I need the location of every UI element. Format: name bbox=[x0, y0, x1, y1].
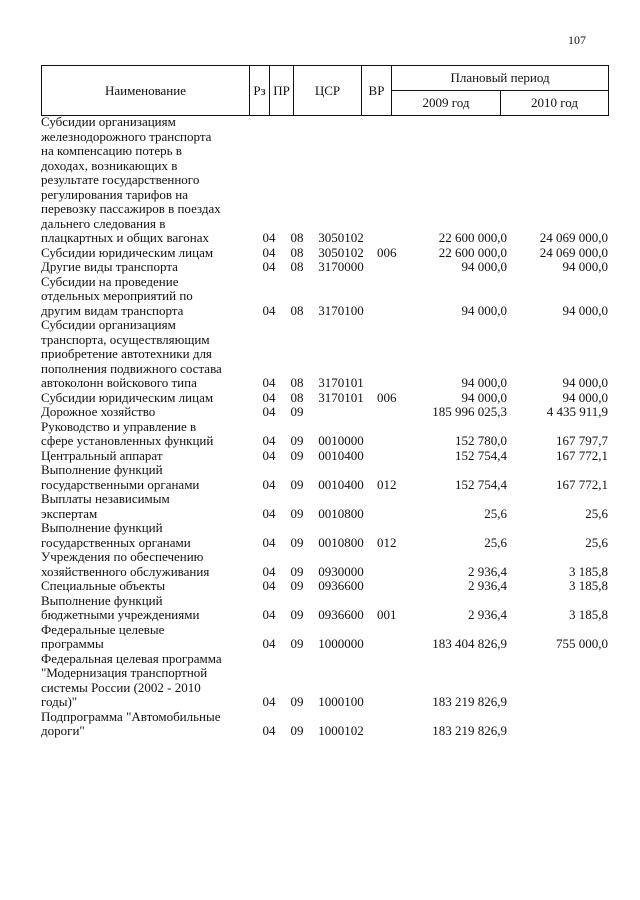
table-row bbox=[41, 550, 608, 579]
header-csr: ЦСР bbox=[294, 66, 362, 116]
row-name-line: Федеральная целевая программа bbox=[41, 650, 222, 666]
row-name-line: Выполнение функций bbox=[41, 462, 163, 477]
row-csr: 1000000 bbox=[318, 636, 364, 651]
header-pr: ПР bbox=[270, 66, 294, 116]
row-name bbox=[41, 318, 249, 391]
row-value-2009: 152 754,4 bbox=[455, 447, 507, 463]
row-name bbox=[41, 492, 249, 521]
row-value-2010: 3 185,8 bbox=[569, 578, 608, 593]
row-name-line: Субсидии юридическим лицам bbox=[41, 389, 214, 405]
row-name bbox=[41, 420, 249, 449]
row-value-2010: 167 797,7 bbox=[556, 433, 608, 448]
row-value-2009: 22 600 000,0 bbox=[438, 230, 507, 245]
row-name-line: результате государственного bbox=[41, 172, 200, 187]
row-name-line: Федеральные целевые bbox=[41, 621, 165, 637]
row-value-2010: 25,6 bbox=[585, 534, 608, 550]
row-name-line: на компенсацию потерь в bbox=[41, 143, 182, 158]
row-rz: 04 bbox=[262, 534, 276, 550]
row-vr: 012 bbox=[377, 476, 397, 492]
row-pr: 09 bbox=[290, 694, 304, 709]
row-value-2010: 167 772,1 bbox=[556, 476, 608, 492]
row-value-2010: 94 000,0 bbox=[562, 375, 608, 390]
row-pr: 09 bbox=[290, 433, 304, 448]
row-value-2010: 24 069 000,0 bbox=[539, 244, 608, 260]
row-pr: 09 bbox=[290, 476, 304, 492]
row-csr: 0936600 bbox=[318, 607, 364, 622]
row-vr: 006 bbox=[377, 389, 397, 405]
row-name-line: государственных органами bbox=[41, 534, 191, 550]
table-row bbox=[41, 391, 608, 406]
row-value-2009: 183 219 826,9 bbox=[432, 723, 507, 738]
row-name bbox=[41, 260, 249, 275]
row-name-line: перевозку пассажиров в поездах bbox=[41, 201, 221, 216]
row-csr: 3170000 bbox=[318, 259, 364, 274]
row-name-line: доходах, возникающих в bbox=[41, 157, 178, 173]
row-name-line: регулирования тарифов на bbox=[41, 186, 188, 202]
table-row bbox=[41, 405, 608, 420]
row-rz: 04 bbox=[262, 447, 276, 463]
row-csr: 0010000 bbox=[318, 433, 364, 448]
row-name bbox=[41, 521, 249, 550]
row-value-2010: 94 000,0 bbox=[562, 302, 608, 318]
row-name-line: годы)" bbox=[41, 694, 78, 709]
page-number: 107 bbox=[568, 33, 586, 47]
table-row bbox=[41, 579, 608, 594]
row-csr: 0010800 bbox=[318, 505, 364, 521]
row-rz: 04 bbox=[262, 563, 276, 579]
row-name bbox=[41, 275, 249, 319]
row-pr: 08 bbox=[290, 244, 304, 260]
row-name-line: "Модернизация транспортной bbox=[41, 665, 208, 680]
row-value-2010: 94 000,0 bbox=[562, 389, 608, 405]
row-value-2009: 2 936,4 bbox=[468, 578, 507, 593]
table-row bbox=[41, 246, 608, 261]
row-name-line: Субсидии на проведение bbox=[41, 273, 179, 289]
table-body bbox=[41, 115, 608, 739]
row-name-line: дороги" bbox=[41, 723, 85, 738]
row-csr: 0010400 bbox=[318, 476, 364, 492]
row-csr: 3170101 bbox=[318, 389, 364, 405]
row-value-2009: 183 404 826,9 bbox=[432, 636, 507, 651]
row-name-line: железнодорожного транспорта bbox=[41, 128, 212, 144]
row-name bbox=[41, 550, 249, 579]
row-rz: 04 bbox=[262, 505, 276, 521]
row-value-2009: 94 000,0 bbox=[461, 259, 507, 274]
row-rz: 04 bbox=[262, 302, 276, 318]
row-name bbox=[41, 579, 249, 594]
row-pr: 08 bbox=[290, 302, 304, 318]
row-value-2009: 25,6 bbox=[484, 505, 507, 521]
row-csr: 3050102 bbox=[318, 230, 364, 245]
row-rz: 04 bbox=[262, 607, 276, 622]
row-rz: 04 bbox=[262, 433, 276, 448]
row-rz: 04 bbox=[262, 476, 276, 492]
row-csr: 0930000 bbox=[318, 563, 364, 579]
row-name-line: Выполнение функций bbox=[41, 520, 163, 535]
header-planned-period: Плановый период bbox=[392, 66, 609, 91]
row-name bbox=[41, 391, 249, 406]
row-rz: 04 bbox=[262, 389, 276, 405]
row-vr: 012 bbox=[377, 534, 397, 550]
row-csr: 1000100 bbox=[318, 694, 364, 709]
row-name-line: пополнения подвижного состава bbox=[41, 360, 222, 376]
table-row bbox=[41, 449, 608, 464]
row-csr: 3170100 bbox=[318, 302, 364, 318]
row-csr: 3170101 bbox=[318, 375, 364, 390]
table-row bbox=[41, 260, 608, 275]
row-pr: 08 bbox=[290, 375, 304, 390]
row-value-2009: 94 000,0 bbox=[461, 302, 507, 318]
row-value-2009: 2 936,4 bbox=[468, 563, 507, 579]
row-name-line: Дорожное хозяйство bbox=[41, 404, 156, 419]
row-value-2009: 94 000,0 bbox=[461, 389, 507, 405]
table-row bbox=[41, 623, 608, 652]
row-value-2009: 183 219 826,9 bbox=[432, 694, 507, 709]
row-pr: 09 bbox=[290, 636, 304, 651]
header-name: Наименование bbox=[42, 66, 250, 116]
row-pr: 09 bbox=[290, 578, 304, 593]
row-value-2010: 24 069 000,0 bbox=[539, 230, 608, 245]
row-name-line: Специальные объекты bbox=[41, 578, 166, 593]
row-name-line: Другие виды транспорта bbox=[41, 259, 178, 274]
row-value-2009: 94 000,0 bbox=[461, 375, 507, 390]
row-value-2009: 2 936,4 bbox=[468, 607, 507, 622]
row-value-2010: 3 185,8 bbox=[569, 563, 608, 579]
row-pr: 09 bbox=[290, 447, 304, 463]
row-name bbox=[41, 405, 249, 420]
table-row bbox=[41, 652, 608, 710]
row-pr: 08 bbox=[290, 230, 304, 245]
row-vr: 001 bbox=[377, 607, 397, 622]
row-rz: 04 bbox=[262, 636, 276, 651]
row-name-line: Учреждения по обеспечению bbox=[41, 549, 204, 564]
row-rz: 04 bbox=[262, 244, 276, 260]
header-vr: ВР bbox=[362, 66, 392, 116]
header-year-2009: 2009 год bbox=[392, 91, 501, 116]
row-name-line: приобретение автотехники для bbox=[41, 346, 212, 361]
table-row bbox=[41, 318, 608, 391]
row-name-line: государственными органами bbox=[41, 476, 200, 492]
table-row bbox=[41, 463, 608, 492]
row-name bbox=[41, 710, 249, 739]
row-name-line: плацкартных и общих вагонах bbox=[41, 230, 210, 245]
row-pr: 09 bbox=[290, 607, 304, 622]
table-row bbox=[41, 521, 608, 550]
table-header bbox=[41, 65, 609, 116]
row-name bbox=[41, 623, 249, 652]
row-name-line: Подпрограмма "Автомобильные bbox=[41, 708, 221, 724]
row-name-line: экспертам bbox=[41, 505, 98, 521]
row-name-line: Выплаты независимым bbox=[41, 491, 170, 506]
row-name-line: транспорта, осуществляющим bbox=[41, 331, 210, 347]
table-row bbox=[41, 420, 608, 449]
row-rz: 04 bbox=[262, 375, 276, 390]
row-csr: 3050102 bbox=[318, 244, 364, 260]
row-name-line: Руководство и управление в bbox=[41, 418, 197, 434]
table-row bbox=[41, 710, 608, 739]
row-value-2009: 185 996 025,3 bbox=[432, 404, 507, 419]
row-pr: 09 bbox=[290, 563, 304, 579]
row-value-2010: 3 185,8 bbox=[569, 607, 608, 622]
row-name bbox=[41, 594, 249, 623]
row-pr: 09 bbox=[290, 534, 304, 550]
row-name-line: программы bbox=[41, 636, 104, 651]
row-csr: 0010400 bbox=[318, 447, 364, 463]
row-vr: 006 bbox=[377, 244, 397, 260]
row-name-line: системы России (2002 - 2010 bbox=[41, 679, 201, 695]
row-value-2010: 167 772,1 bbox=[556, 447, 608, 463]
row-value-2010: 25,6 bbox=[585, 505, 608, 521]
header-year-2010: 2010 год bbox=[501, 91, 609, 116]
row-value-2009: 152 780,0 bbox=[455, 433, 507, 448]
row-name-line: Субсидии организациям bbox=[41, 114, 176, 129]
row-name-line: хозяйственного обслуживания bbox=[41, 563, 210, 579]
row-name-line: отдельных мероприятий по bbox=[41, 288, 193, 303]
row-name bbox=[41, 246, 249, 261]
row-value-2009: 22 600 000,0 bbox=[438, 244, 507, 260]
row-name bbox=[41, 463, 249, 492]
row-csr: 1000102 bbox=[318, 723, 364, 738]
row-name-line: другим видам транспорта bbox=[41, 302, 184, 318]
row-name bbox=[41, 652, 249, 710]
row-pr: 09 bbox=[290, 723, 304, 738]
header-rz: Рз bbox=[250, 66, 270, 116]
row-name-line: Субсидии юридическим лицам bbox=[41, 244, 214, 260]
row-value-2010: 4 435 911,9 bbox=[546, 404, 608, 419]
row-csr: 0936600 bbox=[318, 578, 364, 593]
row-rz: 04 bbox=[262, 259, 276, 274]
row-pr: 09 bbox=[290, 505, 304, 521]
table-row bbox=[41, 115, 608, 246]
row-name bbox=[41, 115, 249, 246]
row-rz: 04 bbox=[262, 404, 276, 419]
row-rz: 04 bbox=[262, 578, 276, 593]
row-name-line: бюджетными учреждениями bbox=[41, 607, 200, 622]
row-name-line: Субсидии организациям bbox=[41, 317, 176, 332]
row-pr: 08 bbox=[290, 259, 304, 274]
row-name-line: дальнего следования в bbox=[41, 215, 166, 231]
row-rz: 04 bbox=[262, 230, 276, 245]
table-row bbox=[41, 492, 608, 521]
table-row bbox=[41, 275, 608, 319]
row-value-2010: 755 000,0 bbox=[556, 636, 608, 651]
row-rz: 04 bbox=[262, 723, 276, 738]
row-name bbox=[41, 449, 249, 464]
row-name-line: автоколонн войскового типа bbox=[41, 375, 197, 390]
table-row bbox=[41, 594, 608, 623]
row-value-2009: 152 754,4 bbox=[455, 476, 507, 492]
row-pr: 09 bbox=[290, 404, 304, 419]
row-name-line: сфере установленных функций bbox=[41, 433, 214, 448]
row-pr: 08 bbox=[290, 389, 304, 405]
row-rz: 04 bbox=[262, 694, 276, 709]
row-value-2009: 25,6 bbox=[484, 534, 507, 550]
row-value-2010: 94 000,0 bbox=[562, 259, 608, 274]
row-name-line: Выполнение функций bbox=[41, 592, 163, 608]
row-csr: 0010800 bbox=[318, 534, 364, 550]
row-name-line: Центральный аппарат bbox=[41, 447, 163, 463]
